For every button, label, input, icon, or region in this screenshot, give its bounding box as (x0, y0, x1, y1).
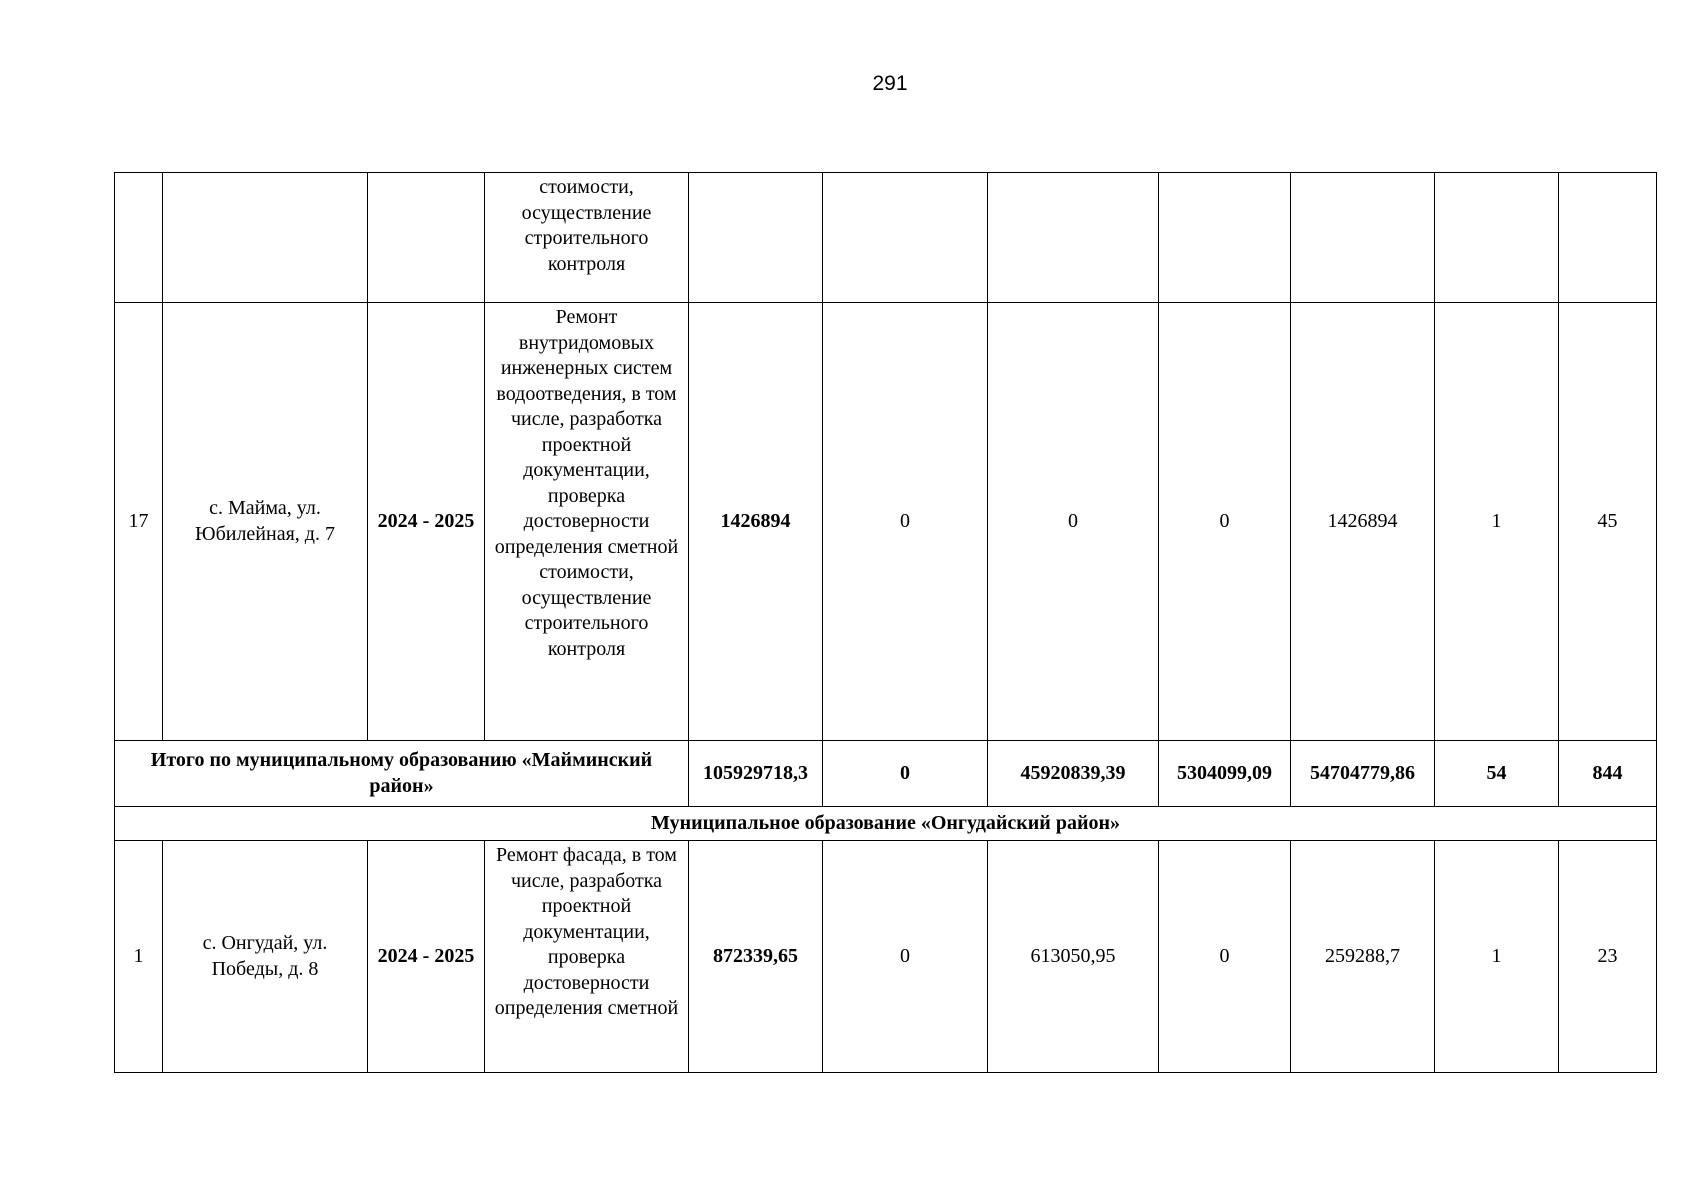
cell-value: 0 (988, 303, 1159, 741)
cell-period (368, 173, 485, 303)
subtotal-value: 45920839,39 (988, 741, 1159, 807)
cell-value: 1 (1435, 841, 1559, 1073)
cell-num (115, 173, 163, 303)
subtotal-value: 0 (823, 741, 988, 807)
cell-value (1559, 173, 1657, 303)
cell-value: 45 (1559, 303, 1657, 741)
cell-value: 23 (1559, 841, 1657, 1073)
cell-value: 1426894 (1291, 303, 1435, 741)
cell-value: 0 (1159, 303, 1291, 741)
table-row-continued (115, 173, 1657, 303)
subtotal-value: 54704779,86 (1291, 741, 1435, 807)
capital-repair-table (114, 172, 1657, 1073)
cell-address: с. Майма, ул. Юбилейная, д. 7 (163, 303, 368, 741)
cell-total (689, 173, 823, 303)
cell-period: 2024 - 2025 (368, 303, 485, 741)
cell-work-type: Ремонт фасада, в том числе, разработка проектной документации, проверка достоверности определения сметной (485, 841, 689, 1073)
cell-value (823, 173, 988, 303)
subtotal-value: 844 (1559, 741, 1657, 807)
cell-value: 613050,95 (988, 841, 1159, 1073)
cell-value: 0 (823, 303, 988, 741)
cell-value (1159, 173, 1291, 303)
cell-value: 0 (1159, 841, 1291, 1073)
cell-period: 2024 - 2025 (368, 841, 485, 1073)
page-number: 291 (872, 72, 908, 95)
cell-value (1435, 173, 1559, 303)
cell-total: 872339,65 (689, 841, 823, 1073)
cell-num: 17 (115, 303, 163, 741)
cell-address (163, 173, 368, 303)
subtotal-label: Итого по муниципальному образованию «Майминский район» (115, 741, 689, 807)
cell-work-type: Ремонт внутридомовых инженерных систем водоотведения, в том числе, разработка проектной документации, проверка достоверности определения сметной стоимости, осуществление строительного контроля (485, 303, 689, 741)
cell-work-type: стоимости, осуществление строительного контроля (485, 173, 689, 303)
cell-value (1291, 173, 1435, 303)
cell-value (988, 173, 1159, 303)
subtotal-value: 54 (1435, 741, 1559, 807)
cell-value: 1 (1435, 303, 1559, 741)
table-row-17 (115, 303, 1657, 741)
cell-address: с. Онгудай, ул. Победы, д. 8 (163, 841, 368, 1073)
subtotal-value: 5304099,09 (1159, 741, 1291, 807)
cell-num: 1 (115, 841, 163, 1073)
section-title: Муниципальное образование «Онгудайский район» (115, 807, 1657, 841)
section-header-row (115, 807, 1657, 841)
table-row-subtotal (115, 741, 1657, 807)
table-row-1 (115, 841, 1657, 1073)
subtotal-total: 105929718,3 (689, 741, 823, 807)
cell-value: 0 (823, 841, 988, 1073)
cell-total: 1426894 (689, 303, 823, 741)
cell-value: 259288,7 (1291, 841, 1435, 1073)
